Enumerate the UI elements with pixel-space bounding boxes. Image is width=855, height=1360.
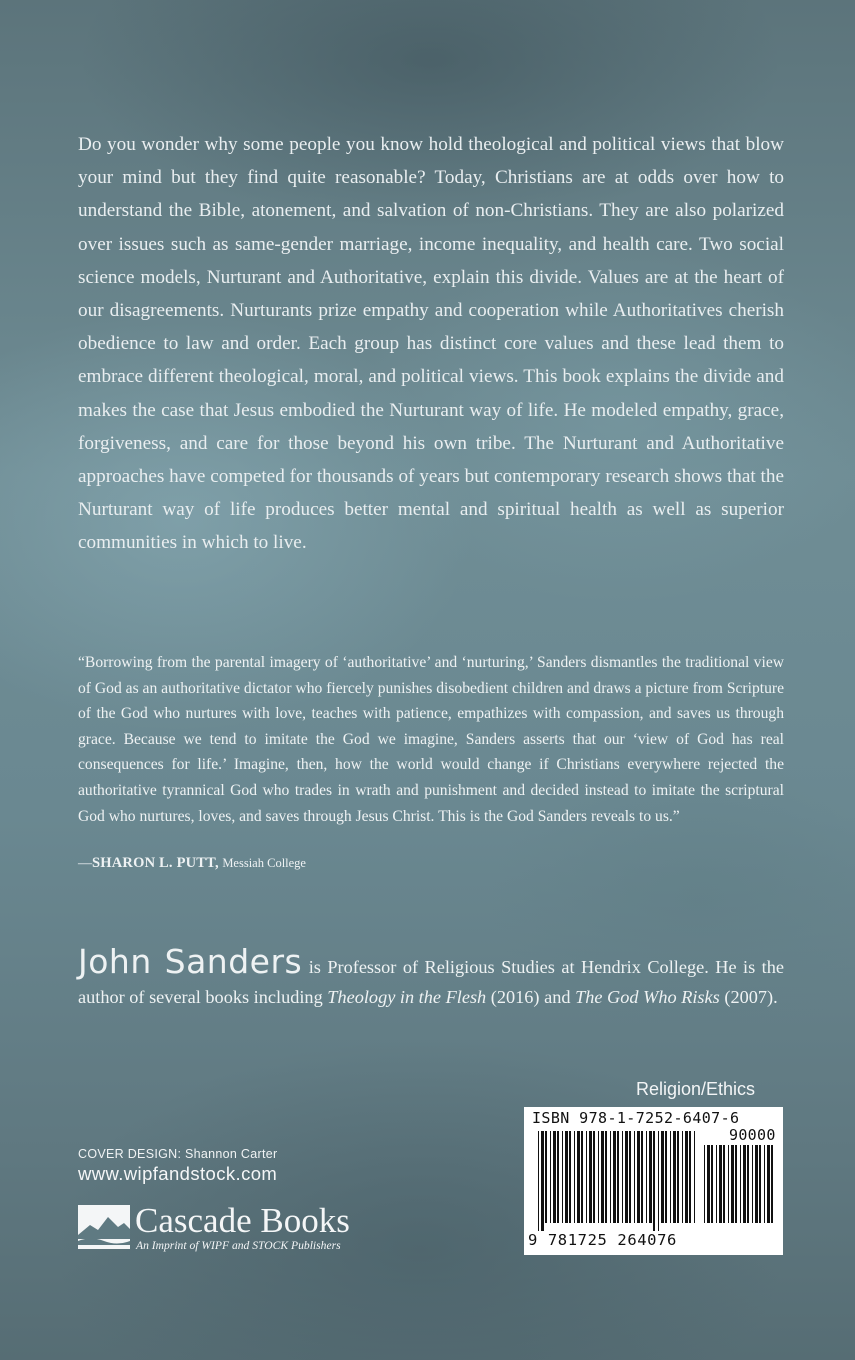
attribution-dash: — <box>78 856 92 871</box>
barcode-bar <box>665 1131 667 1223</box>
barcode-bar <box>569 1131 571 1223</box>
barcode-bar <box>677 1131 679 1223</box>
barcode-bar <box>577 1131 580 1223</box>
barcode-bar <box>740 1145 741 1223</box>
barcode-bar <box>622 1131 623 1223</box>
barcode-bar <box>694 1131 695 1223</box>
barcode-bar <box>634 1131 635 1223</box>
barcode-bar <box>743 1145 746 1223</box>
author-bio-mid: (2016) and <box>486 986 576 1007</box>
category-label: Religion/Ethics <box>636 1079 756 1099</box>
barcode-bar <box>562 1131 563 1223</box>
barcode-bar <box>723 1145 725 1223</box>
barcode-bar <box>764 1145 765 1223</box>
barcode-bar <box>601 1131 604 1223</box>
barcode-bar <box>613 1131 616 1223</box>
barcode-bar <box>625 1131 628 1223</box>
barcode-bar <box>704 1145 705 1223</box>
author-name: John Sanders <box>78 942 303 981</box>
barcode-bar <box>653 1131 655 1231</box>
barcode-bar <box>589 1131 592 1223</box>
book-title-1: Theology in the Flesh <box>327 986 487 1007</box>
author-bio-text: is Professor of Religious Studies at Hendrix College. He is the author of several books including <box>78 957 784 1007</box>
publisher-tagline: An Imprint of WIPF and STOCK Publishers <box>136 1239 341 1252</box>
endorsement-quote: “Borrowing from the parental imagery of ‘authoritative’ and ‘nurturing,’ Sanders dismantles the traditional view of God as an authoritative dictator who fiercely punishes disobedient children and draws a picture from Scripture of the God who nurtures with love, teaches with patience, empathizes with compassion, and saves us through grace. Because we tend to imitate the God we imagine, Sanders asserts that our ‘view of God has real consequences for life.’ Imagine, then, how the world would change if Christians everywhere rejected the authoritative tyrannical God who trades in wrath and punishment and decided instead to imitate the scriptural God who nurtures, loves, and saves through Jesus Christ. This is the God Sanders reveals to us.” <box>78 654 784 825</box>
barcode-bar <box>707 1145 710 1223</box>
publisher-logo <box>78 1203 388 1255</box>
barcode-bar <box>731 1145 734 1223</box>
barcode-bar <box>617 1131 619 1223</box>
barcode-bar <box>658 1131 659 1231</box>
endorser-affiliation: Messiah College <box>222 856 306 870</box>
isbn-barcode <box>524 1107 783 1255</box>
barcode-bar <box>735 1145 737 1223</box>
barcode-bar <box>682 1131 683 1223</box>
barcode-addon-bars <box>704 1145 776 1231</box>
author-bio <box>78 942 784 1012</box>
barcode-bar <box>557 1131 559 1223</box>
barcode-bar <box>646 1131 647 1223</box>
ean-digits: 9 781725 264076 <box>528 1231 677 1249</box>
endorsement-attribution <box>78 855 306 872</box>
barcode-bar <box>574 1131 575 1223</box>
barcode-bars <box>538 1131 698 1231</box>
barcode-bar <box>586 1131 587 1223</box>
barcode-bar <box>755 1145 758 1223</box>
barcode-bar <box>598 1131 599 1223</box>
cover-design-credit: COVER DESIGN: Shannon Carter <box>78 1147 278 1161</box>
barcode-bar <box>553 1131 556 1223</box>
book-description: Do you wonder why some people you know hold theological and political views that blow your mind but they find quite reasonable? Today, Christians are at odds over how to understand the Bible, atonement, and salvation of non-Christians. They are also polarized over issues such as same-gender marriage, income inequality, and health care. Two social science models, Nurturant and Authoritative, explain this divide. Values are at the heart of our disagreements. Nurturants prize empathy and cooperation while Authoritatives cherish obedience to law and order. Each group has distinct core values and these lead them to embrace different theological, moral, and political views. This book explains the divide and makes the case that Jesus embodied the Nurturant way of life. He modeled empathy, grace, forgiveness, and care for those beyond his own tribe. The Nurturant and Authoritative approaches have competed for thousands of years but contemporary research shows that the Nurturant way of life produces better mental and spiritual health as well as superior communities in which to live. <box>78 134 784 554</box>
barcode-bar <box>610 1131 611 1223</box>
barcode-bar <box>719 1145 722 1223</box>
barcode-bar <box>711 1145 713 1223</box>
barcode-bar <box>771 1145 773 1223</box>
author-bio-end: (2007). <box>719 986 778 1007</box>
barcode-bar <box>670 1131 671 1223</box>
barcode-bar <box>752 1145 753 1223</box>
barcode-bar <box>545 1131 547 1223</box>
isbn-label: ISBN 978-1-7252-6407-6 <box>532 1109 740 1127</box>
price-code: 90000 <box>729 1126 776 1144</box>
barcode-bar <box>593 1131 595 1223</box>
barcode-bar <box>759 1145 761 1223</box>
barcode-bar <box>649 1131 652 1223</box>
barcode-bar <box>689 1131 691 1223</box>
barcode-bar <box>661 1131 664 1223</box>
mountain-landscape-icon <box>78 1205 130 1249</box>
barcode-bar <box>541 1131 544 1231</box>
barcode-bar <box>637 1131 640 1223</box>
barcode-bar <box>538 1131 539 1231</box>
endorser-name: SHARON L. PUTT, <box>92 855 219 871</box>
barcode-bar <box>550 1131 551 1223</box>
barcode-bar <box>605 1131 607 1223</box>
barcode-bar <box>747 1145 749 1223</box>
barcode-bar <box>581 1131 583 1223</box>
publisher-website: www.wipfandstock.com <box>78 1163 278 1184</box>
barcode-bar <box>641 1131 643 1223</box>
barcode-bar <box>673 1131 676 1223</box>
publisher-name: Cascade Books <box>135 1201 350 1240</box>
barcode-bar <box>685 1131 688 1223</box>
barcode-bar <box>767 1145 770 1223</box>
barcode-bar <box>629 1131 631 1223</box>
barcode-bar <box>565 1131 568 1223</box>
barcode-bar <box>728 1145 729 1223</box>
book-title-2: The God Who Risks <box>575 986 720 1007</box>
barcode-bar <box>716 1145 717 1223</box>
